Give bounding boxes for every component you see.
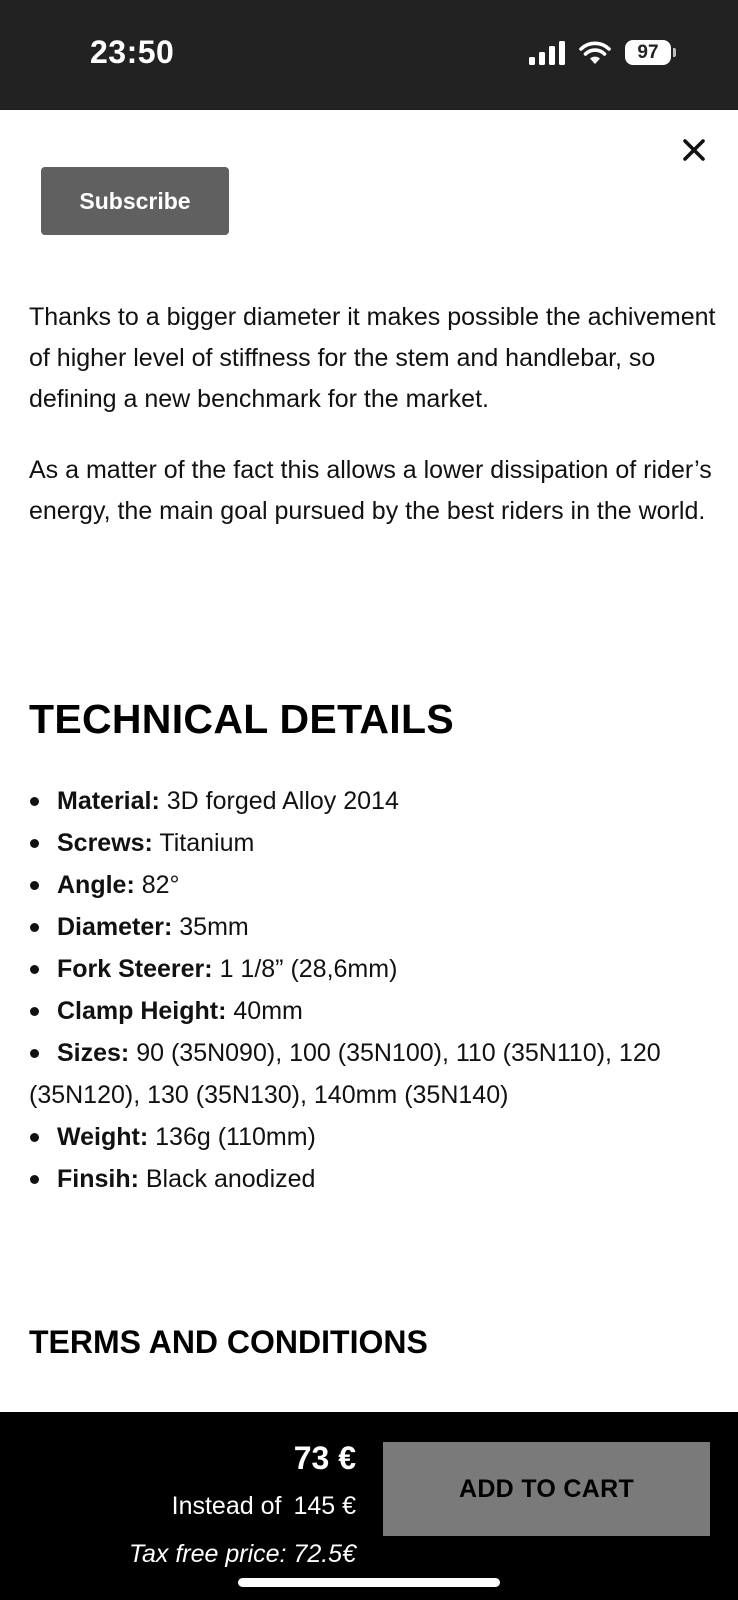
spec-item-sizes xyxy=(29,1032,719,1116)
instead-of-label: Instead of xyxy=(171,1492,282,1520)
spec-value: 90 (35N090), 100 (35N100), 110 (35N110), 120 (35N120), 130 (35N130), 140mm (35N140) xyxy=(29,1039,661,1109)
status-time: 23:50 xyxy=(90,34,175,70)
spec-value: 3D forged Alloy 2014 xyxy=(159,787,399,815)
battery-icon xyxy=(625,40,676,65)
spec-item-clamp-height xyxy=(29,990,719,1032)
spec-list xyxy=(29,780,719,1200)
spec-value: 1 1/8” (28,6mm) xyxy=(212,955,398,983)
close-icon[interactable] xyxy=(676,132,712,168)
technical-details-heading: TECHNICAL DETAILS xyxy=(29,696,454,742)
cellular-signal-icon xyxy=(529,41,565,65)
original-price: 145 € xyxy=(293,1492,356,1520)
current-price: 73 € xyxy=(293,1440,356,1476)
spec-item-diameter xyxy=(29,906,719,948)
spec-item-screws xyxy=(29,822,719,864)
description-paragraph: As a matter of the fact this allows a lower dissipation of rider’s energy, the main goal pursued by the best riders in the world. xyxy=(29,456,712,525)
subscribe-button[interactable]: Subscribe xyxy=(41,167,229,235)
spec-key: Screws: xyxy=(57,829,153,857)
spec-value: 40mm xyxy=(226,997,303,1025)
terms-heading[interactable]: TERMS AND CONDITIONS xyxy=(29,1324,428,1360)
spec-key: Angle: xyxy=(57,871,135,899)
spec-key: Weight: xyxy=(57,1123,149,1151)
tax-free-price: Tax free price: 72.5€ xyxy=(129,1540,356,1568)
home-indicator[interactable] xyxy=(238,1578,500,1587)
spec-item-angle xyxy=(29,864,719,906)
spec-value: Black anodized xyxy=(138,1165,316,1193)
spec-key: Material: xyxy=(57,787,160,815)
description-paragraph: Thanks to a bigger diameter it makes possible the achivement of higher level of stiffness for the stem and handlebar, so defining a new benchmark for the market. xyxy=(29,303,716,413)
cart-bar xyxy=(0,1412,738,1600)
spec-item-finish xyxy=(29,1158,719,1200)
spec-item-material xyxy=(29,780,719,822)
status-bar xyxy=(0,0,738,110)
product-info-panel xyxy=(0,110,738,1412)
original-price-line xyxy=(172,1492,356,1521)
status-icons xyxy=(529,40,676,65)
spec-key: Sizes: xyxy=(57,1039,130,1067)
spec-value: Titanium xyxy=(152,829,255,857)
spec-key: Finsih: xyxy=(57,1165,139,1193)
add-to-cart-button[interactable]: ADD TO CART xyxy=(383,1442,710,1536)
spec-value: 136g (110mm) xyxy=(148,1123,316,1151)
spec-value: 35mm xyxy=(172,913,249,941)
spec-item-fork-steerer xyxy=(29,948,719,990)
spec-key: Fork Steerer: xyxy=(57,955,213,983)
wifi-icon xyxy=(579,41,611,65)
spec-item-weight xyxy=(29,1116,719,1158)
battery-tip xyxy=(673,48,676,57)
spec-value: 82° xyxy=(134,871,180,899)
spec-key: Diameter: xyxy=(57,913,173,941)
battery-level: 97 xyxy=(625,40,671,65)
spec-key: Clamp Height: xyxy=(57,997,227,1025)
